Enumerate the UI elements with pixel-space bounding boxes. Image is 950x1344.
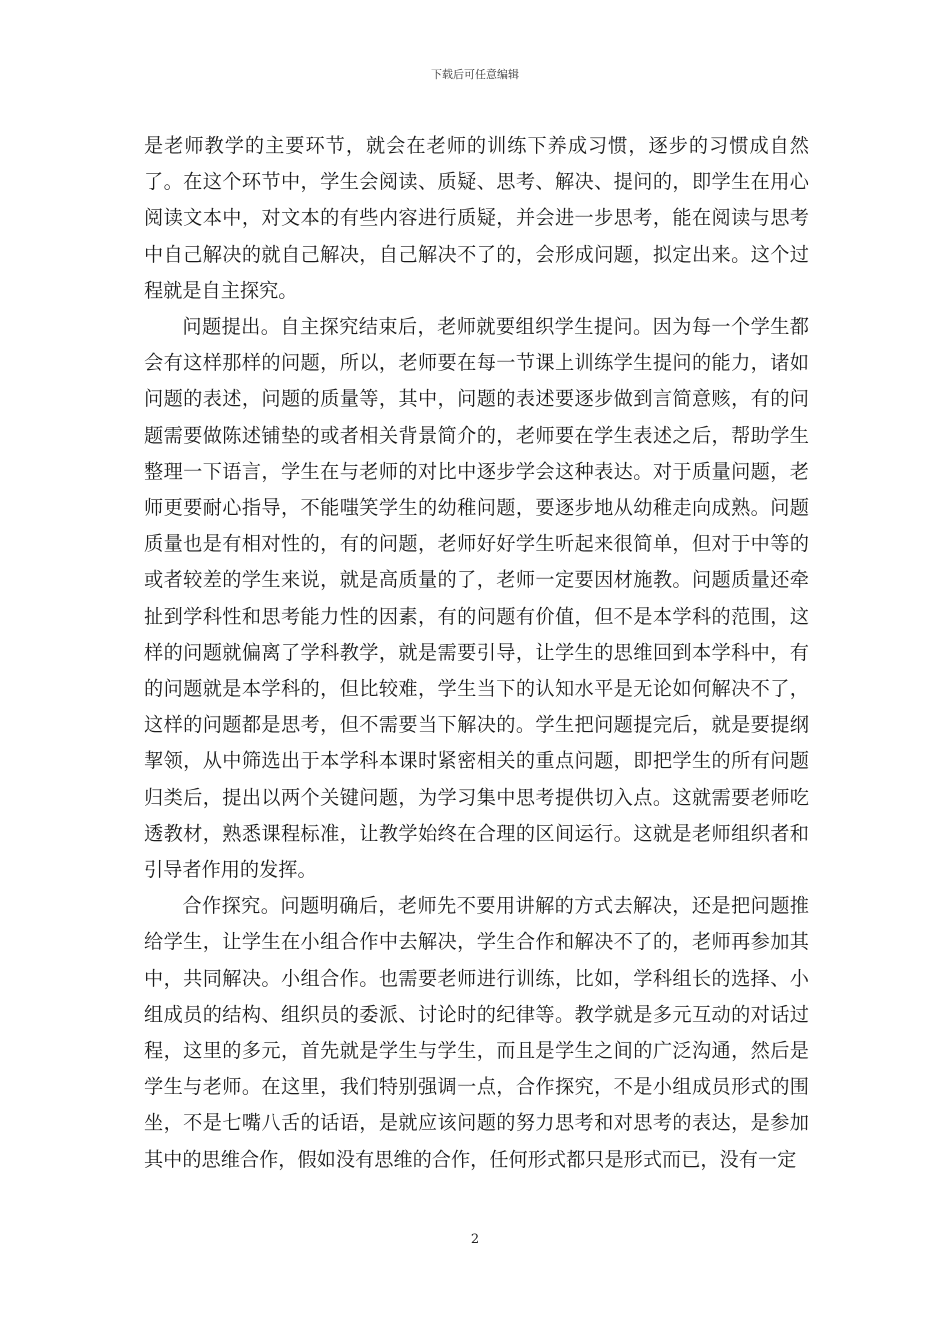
page-header: 下载后可任意编辑 <box>431 68 519 81</box>
page-number: 2 <box>470 1232 480 1247</box>
paragraph-1: 是老师教学的主要环节，就会在老师的训练下养成习惯，逐步的习惯成自然了。在这个环节中，学生会阅读、质疑、思考、解决、提问的，即学生在用心阅读文本中，对文本的有些内容进行质疑，并会进一步思考，能在阅读与思考中自己解决的就自己解决，自己解决不了的，会形成问题，拟定出来。这个过程就是自主探究。 <box>144 134 809 302</box>
paragraph-3: 合作探究。问题明确后，老师先不要用讲解的方式去解决，还是把问题推给学生，让学生在小组合作中去解决，学生合作和解决不了的，老师再参加其中，共同解决。小组合作。也需要老师进行训练，比如，学科组长的选择、小组成员的结构、组织员的委派、讨论时的纪律等。教学就是多元互动的对话过程，这里的多元，首先就是学生与学生，而且是学生之间的广泛沟通，然后是学生与老师。在这里，我们特别强调一点，合作探究，不是小组成员形式的围坐，不是七嘴八舌的话语，是就应该问题的努力思考和对思考的表达，是参加其中的思维合作，假如没有思维的合作，任何形式都只是形式而已，没有一定 <box>144 894 809 1171</box>
document-body <box>144 128 809 1178</box>
paragraph-2: 问题提出。自主探究结束后，老师就要组织学生提问。因为每一个学生都会有这样那样的问题，所以，老师要在每一节课上训练学生提问的能力，诸如问题的表述，问题的质量等，其中，问题的表述要逐步做到言简意赅，有的问题需要做陈述铺垫的或者相关背景简介的，老师要在学生表述之后，帮助学生整理一下语言，学生在与老师的对比中逐步学会这种表达。对于质量问题，老师更要耐心指导，不能嗤笑学生的幼稚问题，要逐步地从幼稚走向成熟。问题质量也是有相对性的，有的问题，老师好好学生听起来很简单，但对于中等的或者较差的学生来说，就是高质量的了，老师一定要因材施教。问题质量还牵扯到学科性和思考能力性的因素，有的问题有价值，但不是本学科的范围，这样的问题就偏离了学科教学，就是需要引导，让学生的思维回到本学科中，有的问题就是本学科的，但比较难，学生当下的认知水平是无论如何解决不了，这样的问题都是思考，但不需要当下解决的。学生把问题提完后，就是要提纲挈领，从中筛选出于本学科本课时紧密相关的重点问题，即把学生的所有问题归类后，提出以两个关键问题，为学习集中思考提供切入点。这就需要老师吃透教材，熟悉课程标准，让教学始终在合理的区间运行。这就是老师组织者和引导者作用的发挥。 <box>144 315 809 882</box>
